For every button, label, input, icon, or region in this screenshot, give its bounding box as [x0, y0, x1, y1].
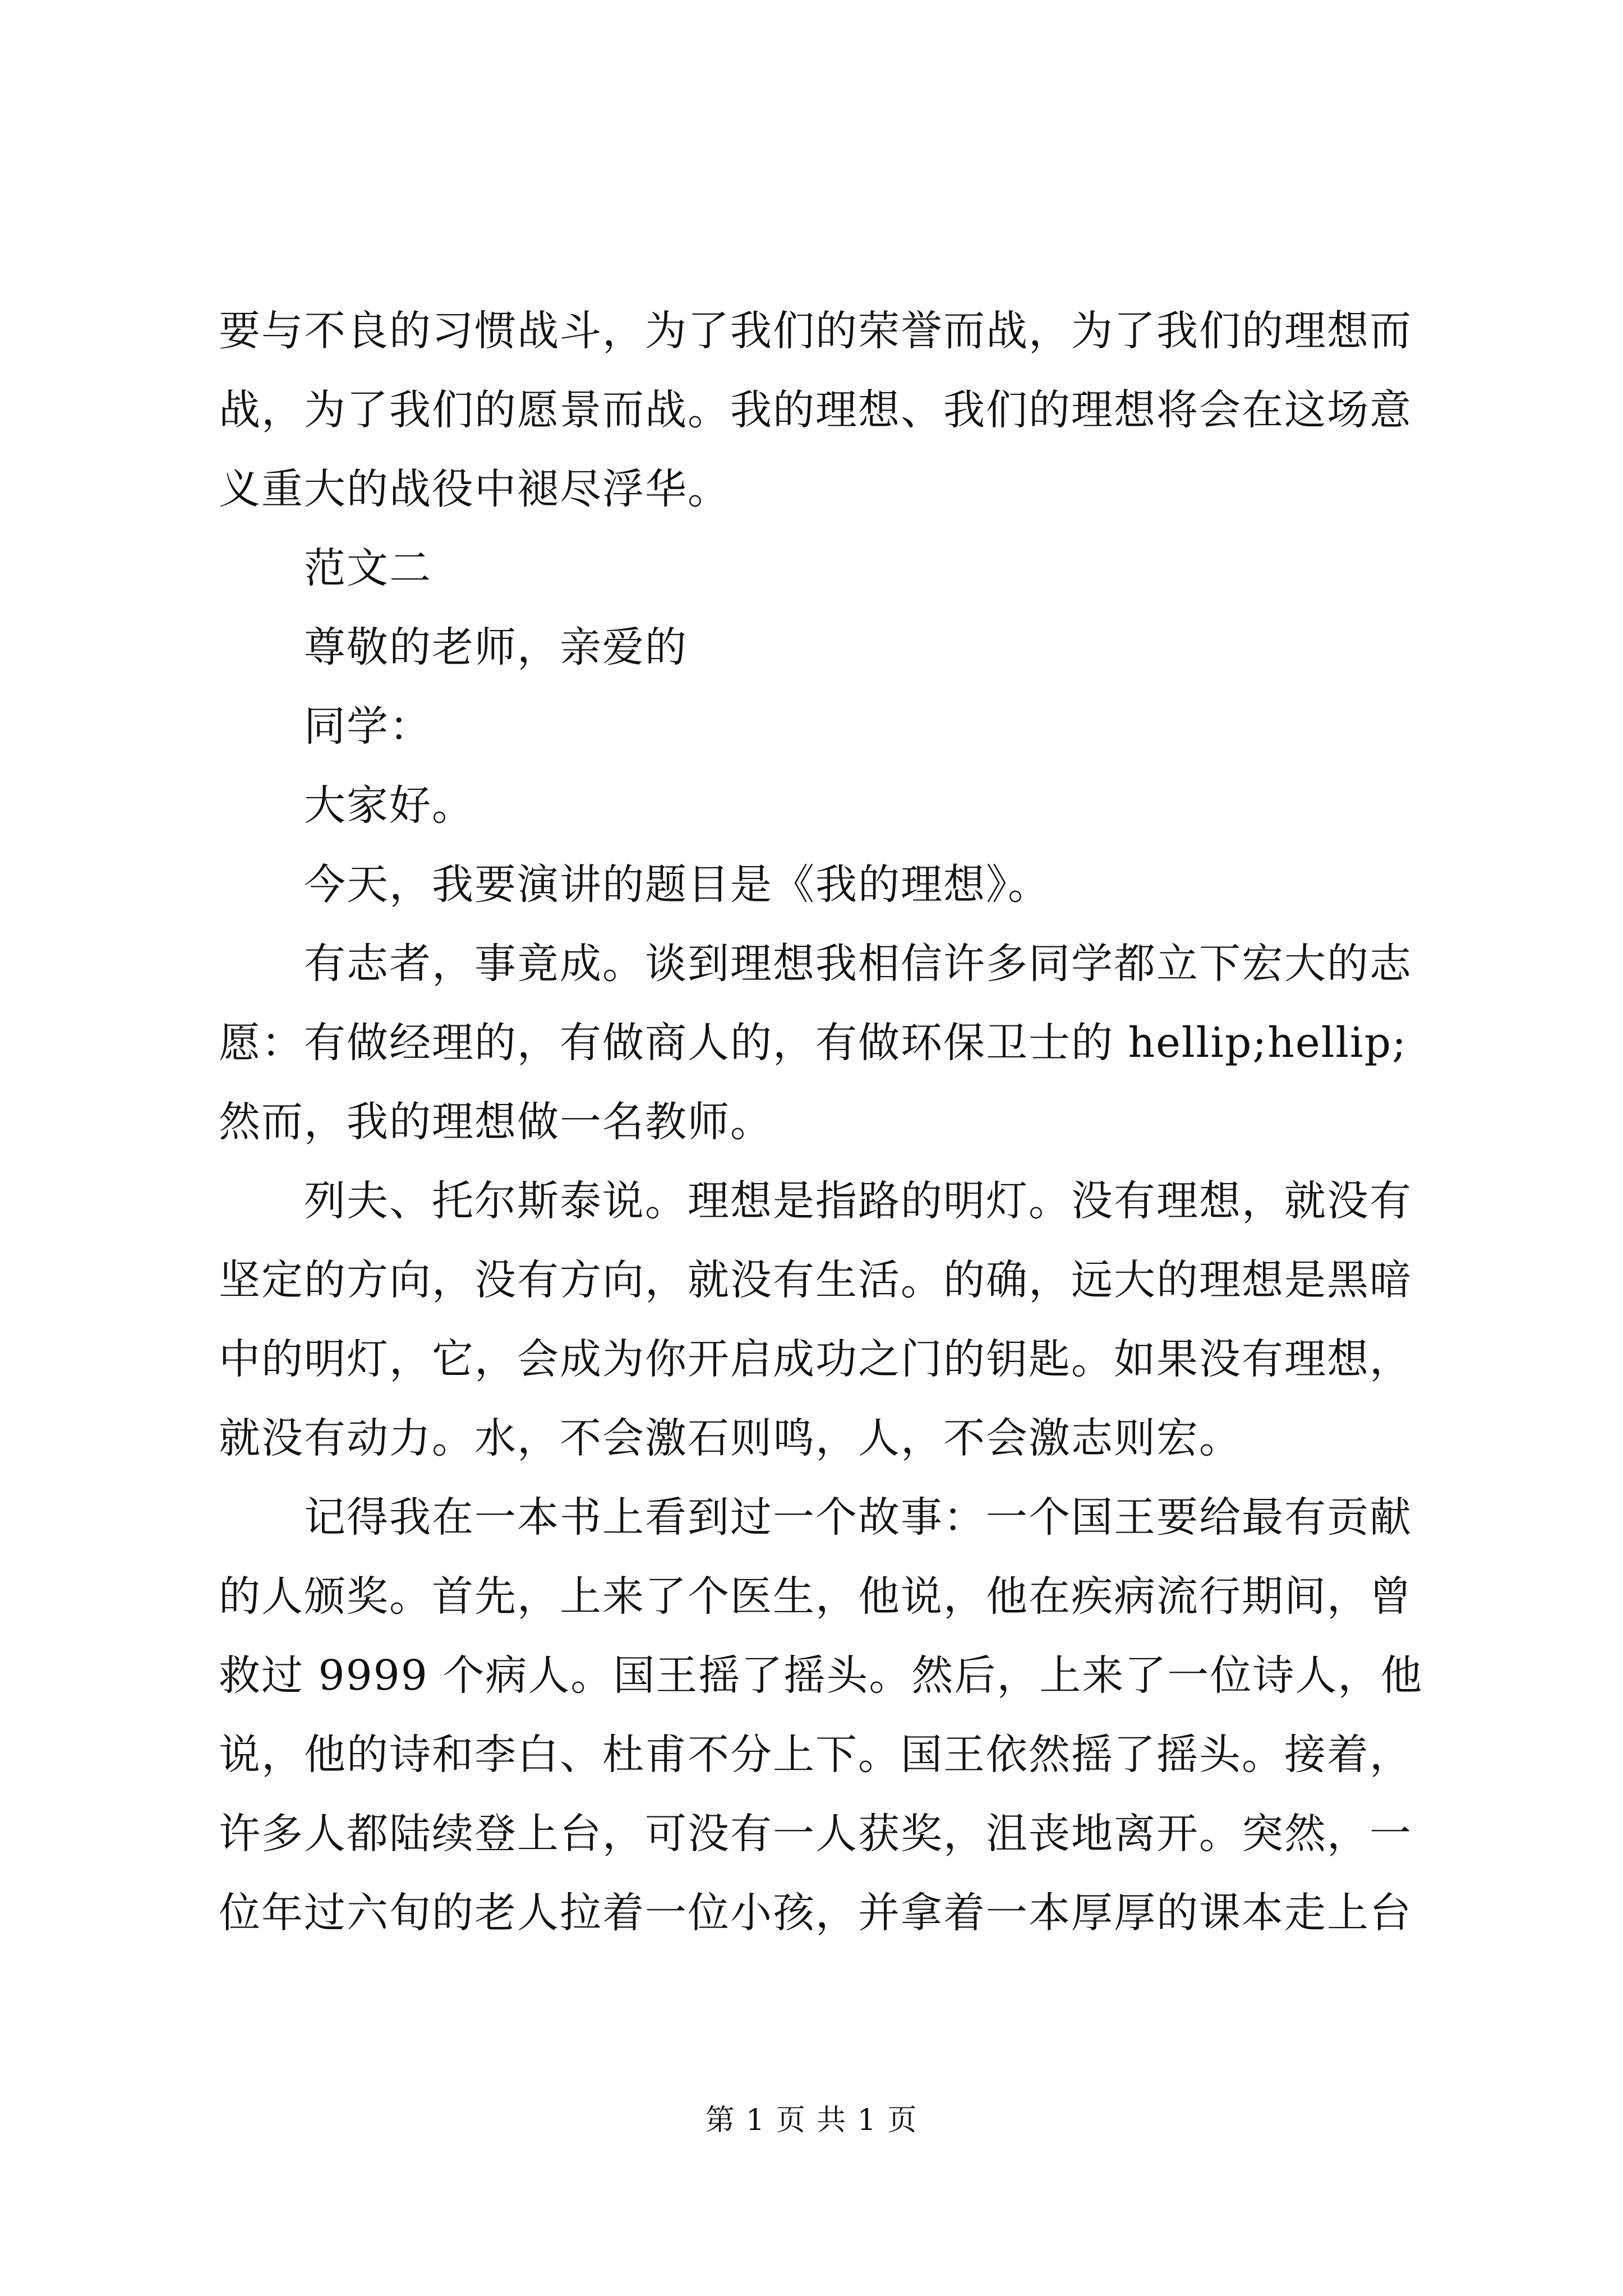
document-body	[219, 292, 1441, 1953]
greeting-line: 大家好。	[304, 781, 474, 830]
text-line: 记得我在一本书上看到过一个故事：一个国王要给最有贡献	[304, 1493, 1412, 1542]
salutation-line: 尊敬的老师，亲爱的	[304, 623, 688, 671]
text-line: 的人颁奖。首先，上来了个医生，他说，他在疾病流行期间，曾	[219, 1572, 1412, 1621]
page-footer: 第 1 页 共 1 页	[705, 2104, 918, 2137]
text-line: 要与不良的习惯战斗，为了我们的荣誉而战，为了我们的理想而	[219, 307, 1412, 355]
text-line: 战，为了我们的愿景而战。我的理想、我们的理想将会在这场意	[219, 386, 1412, 434]
text-line: 许多人都陆续登上台，可没有一人获奖，沮丧地离开。突然，一	[219, 1810, 1412, 1858]
text-line: 坚定的方向，没有方向，就没有生活。的确，远大的理想是黑暗	[219, 1256, 1412, 1304]
text-line: 就没有动力。水，不会激石则鸣，人，不会激志则宏。	[219, 1414, 1242, 1462]
text-line: 然而，我的理想做一名教师。	[219, 1098, 773, 1146]
text-line: 今天，我要演讲的题目是《我的理想》。	[304, 861, 1050, 909]
text-line: 中的明灯，它，会成为你开启成功之门的钥匙。如果没有理想，	[219, 1335, 1412, 1383]
text-line: 说，他的诗和李白、杜甫不分上下。国王依然摇了摇头。接着，	[219, 1731, 1412, 1779]
text-line: 位年过六旬的老人拉着一位小孩，并拿着一本厚厚的课本走上台	[219, 1889, 1412, 1937]
text-line: 列夫、托尔斯泰说。理想是指路的明灯。没有理想，就没有	[304, 1177, 1412, 1225]
text-line: 义重大的战役中褪尽浮华。	[219, 465, 730, 513]
section-heading: 范文二	[304, 544, 432, 592]
text-line: 有志者，事竟成。谈到理想我相信许多同学都立下宏大的志	[304, 940, 1412, 988]
text-line: 愿：有做经理的，有做商人的，有做环保卫士的 hellip;hellip;	[219, 1019, 1408, 1067]
text-line: 救过 9999 个病人。国王摇了摇头。然后，上来了一位诗人，他	[219, 1651, 1423, 1700]
salutation-line: 同学：	[304, 702, 432, 751]
